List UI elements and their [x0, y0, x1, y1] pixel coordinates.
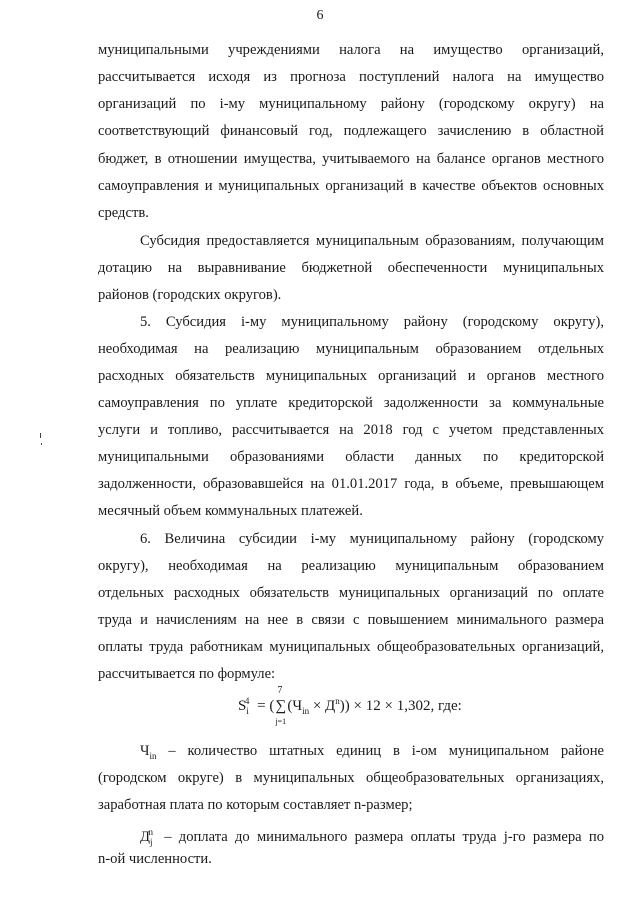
text-line: самоуправления и муниципальных организаций в качестве объектов основных [98, 178, 604, 194]
formula-term: $(Ч_{in} \times Д^n)$) [287, 696, 350, 716]
text-line: услуги и топливо, рассчитывается на 2018 год с учетом представленных [98, 422, 604, 438]
text-line: муниципальными учреждениями налога на имущество организаций, [98, 42, 604, 58]
scan-speck [40, 433, 41, 438]
text-line: месячный объем коммунальных платежей. [98, 503, 363, 519]
text-line: расходных обязательств муниципальных организаций и органов местного [98, 368, 604, 384]
text-line: $Ч_{in}$ – количество штатных единиц в i-ом муниципальном районе [140, 743, 604, 761]
text-line: организаций по i-му муниципальному району (городскому округу) на [98, 96, 604, 112]
text-line: необходимая на реализацию муниципальным образованием отдельных [98, 341, 604, 357]
formula-tail: × 12 × 1,302, где: [349, 698, 462, 714]
sum-upper-limit: 7 [277, 685, 283, 696]
text-line: дотацию на выравнивание бюджетной обеспеченности муниципальных [98, 260, 604, 276]
text-line: 5. Субсидия i-му муниципальному району (городскому округу), [140, 314, 604, 330]
formula-lhs: $S_i^4$ [238, 696, 250, 716]
text-line: $Д_j^n$ – доплата до минимального размера оплаты труда j-го размера по [140, 827, 604, 847]
text-line: муниципальными образованиями области данных по кредиторской [98, 449, 604, 465]
text-line: труда и начислениям на нее в связи с повышением минимального размера [98, 612, 604, 628]
formula-equals: = ( [253, 698, 275, 714]
text-line: рассчитывается исходя из прогноза поступлений налога на имущество [98, 69, 604, 85]
text-line: бюджет, в отношении имущества, учитываемого на балансе органов местного [98, 151, 604, 167]
formula [238, 685, 462, 726]
text-line: средств. [98, 205, 149, 221]
text-line: задолженности, образовавшейся на 01.01.2017 года, в объеме, превышающем [98, 476, 604, 492]
text-line: (городском округе) в муниципальных общеобразовательных организациях, [98, 770, 604, 786]
sum-sign: 7 ∑ j=1 [275, 685, 287, 726]
text-line: соответствующий финансовый год, подлежащего зачислению в областной [98, 123, 604, 139]
text-line: отдельных расходных обязательств муниципальных организаций по оплате [98, 585, 604, 601]
sum-lower-limit: j=1 [275, 717, 287, 726]
text-line: n-ой численности. [98, 851, 212, 867]
text-line: рассчитывается по формуле: [98, 666, 276, 682]
text-line: самоуправления по уплате кредиторской задолженности за коммунальные [98, 395, 604, 411]
scan-speck [41, 443, 42, 445]
text-line: округу), необходимая на реализацию муниципальным образованием [98, 558, 604, 574]
text-line: районов (городских округов). [98, 287, 282, 303]
text-line: Субсидия предоставляется муниципальным образованиям, получающим [140, 233, 604, 249]
text-line: оплаты труда работникам муниципальных общеобразовательных организаций, [98, 639, 604, 655]
page-number: 6 [316, 8, 324, 23]
text-line: 6. Величина субсидии i-му муниципальному району (городскому [140, 531, 604, 547]
text-line: заработная плата по которым составляет n-размер; [98, 797, 413, 813]
